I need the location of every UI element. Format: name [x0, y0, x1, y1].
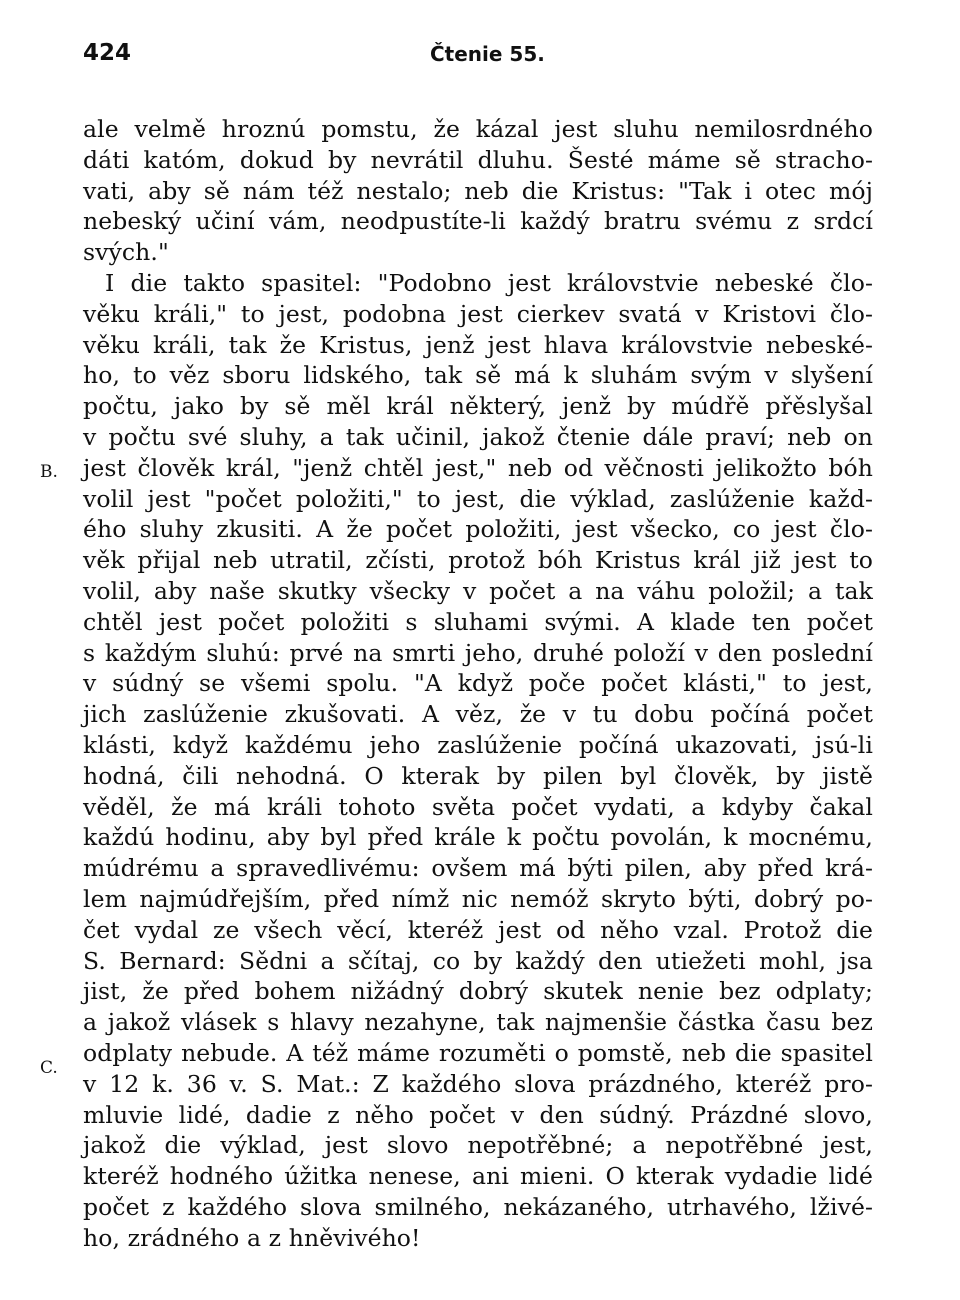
margin-mark-b: B.: [40, 462, 58, 482]
text-line: jich zaslúženie zkušovati. A věz, že v tu dobu počíná počet: [83, 700, 873, 729]
text-line: počtu, jako by sě měl král některý, jenž by múdřě přěslyšal: [83, 392, 873, 421]
running-head: Čtenie 55.: [430, 42, 545, 66]
page-header: [0, 40, 960, 80]
text-line: odplaty nebude. A též máme rozuměti o pomstě, neb die spasitel: [83, 1038, 873, 1067]
text-line: věku králi, tak že Kristus, jenž jest hlava královstvie nebeské-: [83, 330, 873, 359]
text-line: nebeský učiní vám, neodpustíte-li každý bratru svému z srdcí: [83, 207, 873, 236]
text-line: svých.": [83, 238, 169, 267]
text-line: klásti, když každému jeho zaslúženie počíná ukazovati, jsú-li: [83, 730, 873, 759]
text-line: s každým sluhú: prvé na smrti jeho, druhé položí v den poslední: [83, 638, 873, 667]
text-line: jakož die výklad, jest slovo nepotřěbné; a nepotřěbné jest,: [83, 1131, 873, 1160]
text-line: v 12 k. 36 v. S. Mat.: Z každého slova prázdného, kteréž pro-: [83, 1069, 873, 1098]
text-line: jist, že před bohem nižádný dobrý skutek nenie bez odplaty;: [83, 977, 873, 1006]
text-line: kteréž hodného úžitka nenese, ani mieni. O kterak vydadie lidé: [83, 1162, 873, 1191]
text-line: lem najmúdřejším, před nímž nic nemóž skryto býti, dobrý po-: [83, 884, 873, 913]
text-line: hodná, čili nehodná. O kterak by pilen byl člověk, by jistě: [83, 761, 873, 790]
body-text: [83, 114, 873, 1253]
text-line: počet z každého slova smilného, nekázaného, utrhavého, lživé-: [83, 1192, 873, 1221]
text-line: a jakož vlásek s hlavy nezahyne, tak najmenšie částka času bez: [83, 1008, 873, 1037]
text-line: každú hodinu, aby byl před krále k počtu povolán, k mocnému,: [83, 823, 873, 852]
text-line: vati, aby sě nám též nestalo; neb die Kristus: "Tak i otec mój: [83, 176, 873, 205]
text-line: S. Bernard: Sědni a sčítaj, co by každý den utiežeti mohl, jsa: [83, 946, 873, 975]
page-number: 424: [83, 40, 132, 66]
text-line: věk přijal neb utratil, zčísti, protož bóh Kristus král již jest to: [83, 546, 873, 575]
text-line: I die takto spasitel: "Podobno jest královstvie nebeské člo-: [105, 268, 873, 297]
text-line: čet vydal ze všech věcí, kteréž jest od něho vzal. Protož die: [83, 915, 873, 944]
text-line: chtěl jest počet položiti s sluhami svými. A klade ten počet: [83, 607, 873, 636]
text-line: mluvie lidé, dadie z něho počet v den súdný. Prázdné slovo,: [83, 1100, 873, 1129]
text-line: ale velmě hroznú pomstu, že kázal jest sluhu nemilosrdného: [83, 115, 873, 143]
text-line: věděl, že má králi tohoto světa počet vydati, a kdyby čakal: [83, 792, 873, 821]
text-line: ého sluhy zkusiti. A že počet položiti, jest všecko, co jest člo-: [83, 515, 873, 544]
text-line: ho, to věz sboru lidského, tak sě má k sluhám svým v slyšení: [83, 361, 873, 390]
text-line: jest člověk král, "jenž chtěl jest," neb od věčnosti jelikožto bóh: [83, 453, 873, 482]
text-line: volil jest "počet položiti," to jest, die výklad, zaslúženie každ-: [83, 484, 873, 513]
text-line: múdrému a spravedlivému: ovšem má býti pilen, aby před krá-: [83, 854, 873, 883]
text-line: v súdný se všemi spolu. "A když poče počet klásti," to jest,: [83, 669, 873, 698]
text-line: dáti katóm, dokud by nevrátil dluhu. Šesté máme sě stracho-: [83, 145, 873, 174]
text-line: ho, zrádného a z hněvivého!: [83, 1223, 421, 1252]
text-line: v počtu své sluhy, a tak učinil, jakož čtenie dále praví; neb on: [83, 422, 873, 451]
margin-mark-c: C.: [40, 1058, 58, 1078]
text-line: věku králi," to jest, podobna jest cierkev svatá v Kristovi člo-: [83, 299, 873, 328]
text-line: volil, aby naše skutky všecky v počet a na váhu položil; a tak: [83, 576, 873, 605]
